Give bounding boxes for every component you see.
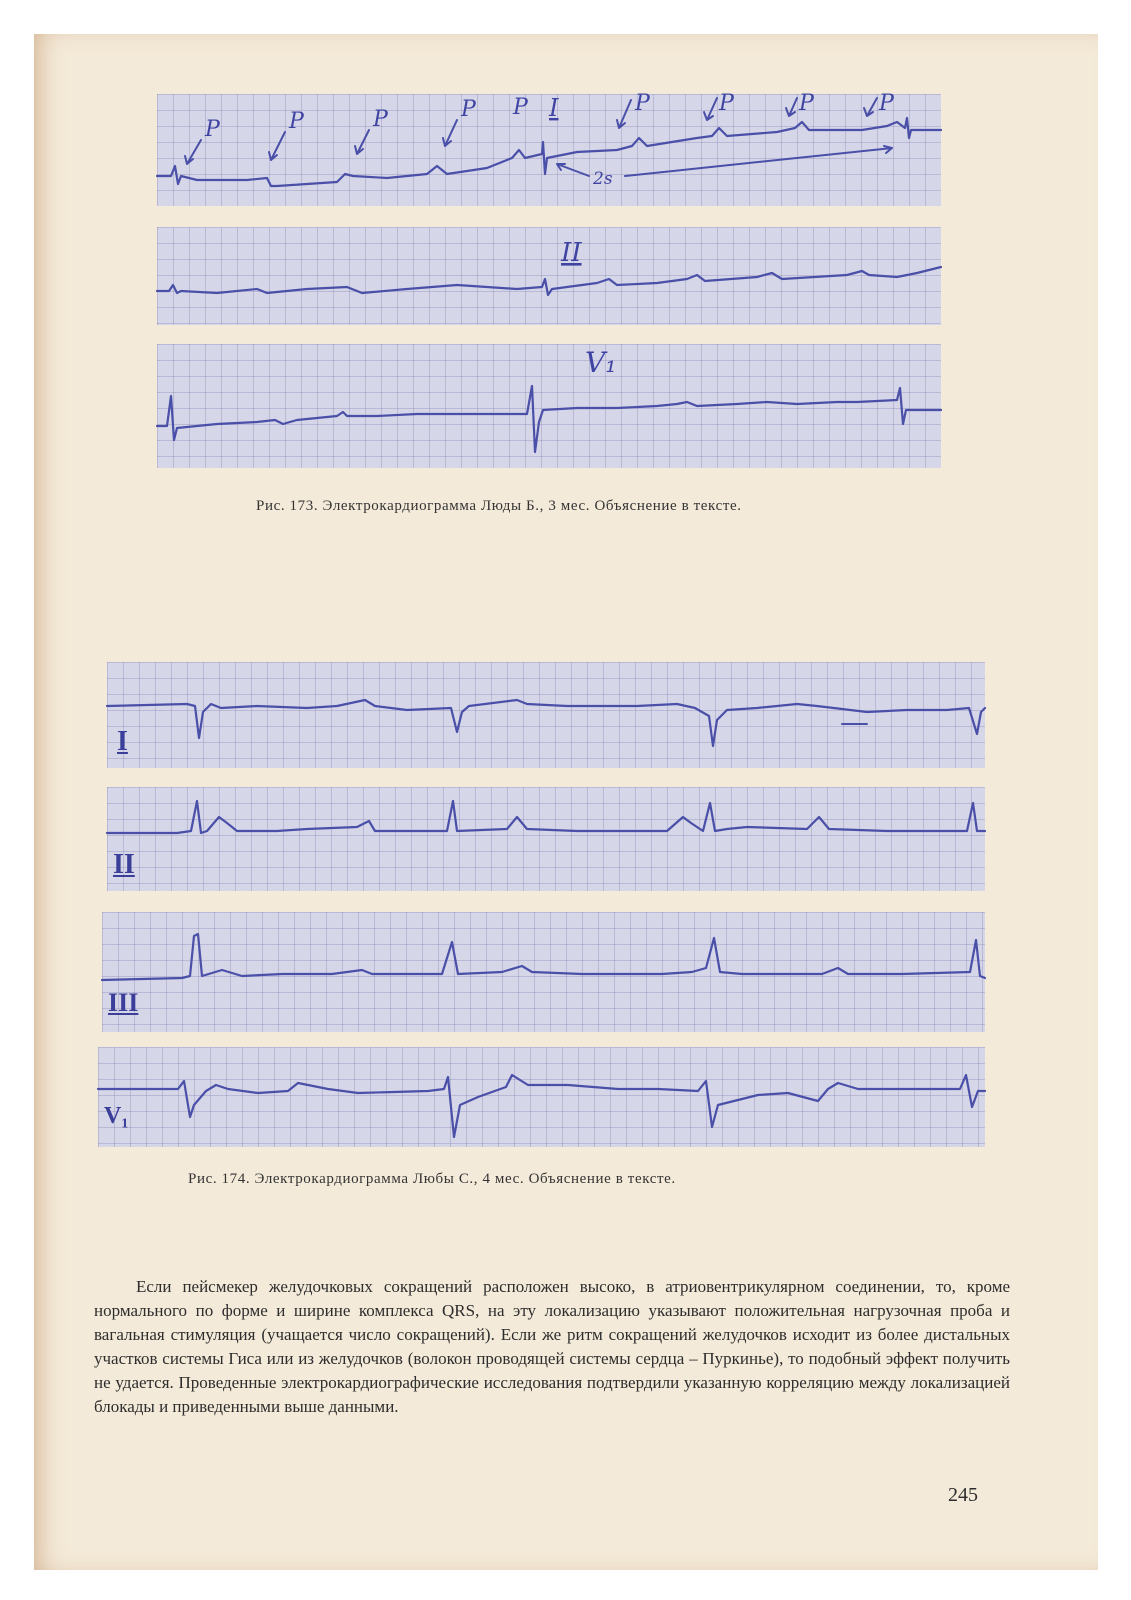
p-label: P — [799, 91, 814, 116]
p-label: P — [461, 97, 476, 122]
interval-label: 2s — [593, 169, 613, 189]
ecg-strip-174-lead-ii — [107, 787, 985, 891]
lead-v1-label: V₁ — [585, 346, 617, 379]
p-label: P — [205, 117, 220, 142]
ecg-trace-173-lead-i — [157, 91, 941, 206]
ecg-trace-174-lead-iii — [102, 912, 985, 1032]
p-label: P — [513, 95, 528, 120]
lead-label: III — [108, 988, 139, 1017]
ecg-strip-173-lead-v1 — [157, 344, 941, 468]
lead-label: I — [117, 726, 128, 757]
p-label: P — [719, 91, 734, 116]
lead-i-label: I — [549, 94, 559, 122]
p-label: P — [635, 91, 650, 116]
ecg-trace-173-lead-ii — [157, 227, 941, 325]
ecg-strip-173-lead-ii — [157, 227, 941, 325]
ecg-strip-173-lead-i — [157, 91, 941, 206]
ecg-strip-174-lead-iii — [102, 912, 985, 1032]
figure-173-caption: Рис. 173. Электрокардиограмма Люды Б., 3 мес. Объяснение в тексте. — [256, 498, 742, 514]
ecg-strip-174-lead-i — [107, 662, 985, 768]
lead-label: V₁ — [104, 1103, 129, 1129]
ecg-trace-174-lead-i — [107, 662, 985, 768]
p-label: P — [373, 107, 388, 132]
page-number: 245 — [948, 1484, 978, 1506]
lead-ii-label: II — [561, 238, 582, 268]
ecg-trace-174-lead-ii — [107, 787, 985, 891]
body-paragraph: Если пейсмекер желудочковых сокращений расположен высоко, в атриовентрикулярном соединении, то, кроме нормального по форме и ширине комплекса QRS, на эту локализацию указывают положительная нагрузочная проба и вагальная стимуляция (учащается число сокращений). Если же ритм сокращений желудочков исходит из более дистальных участков системы Гиса или из желудочков (волокон проводящей системы сердца – Пуркинье), то подобный эффект получить не удается. Проведенные электрокардиографические исследования подтвердили указанную корреляцию между локализацией блокады и приведенными выше данными. — [94, 1277, 1010, 1416]
ecg-trace-174-lead-v1 — [98, 1047, 985, 1147]
lead-label: II — [113, 849, 135, 880]
figure-174-caption: Рис. 174. Электрокардиограмма Любы С., 4 мес. Объяснение в тексте. — [188, 1171, 676, 1187]
p-label: P — [289, 109, 304, 134]
ecg-trace-173-lead-v1 — [157, 344, 941, 468]
ecg-strip-174-lead-v1 — [98, 1047, 985, 1147]
p-label: P — [879, 91, 894, 116]
book-page — [34, 34, 1098, 1570]
